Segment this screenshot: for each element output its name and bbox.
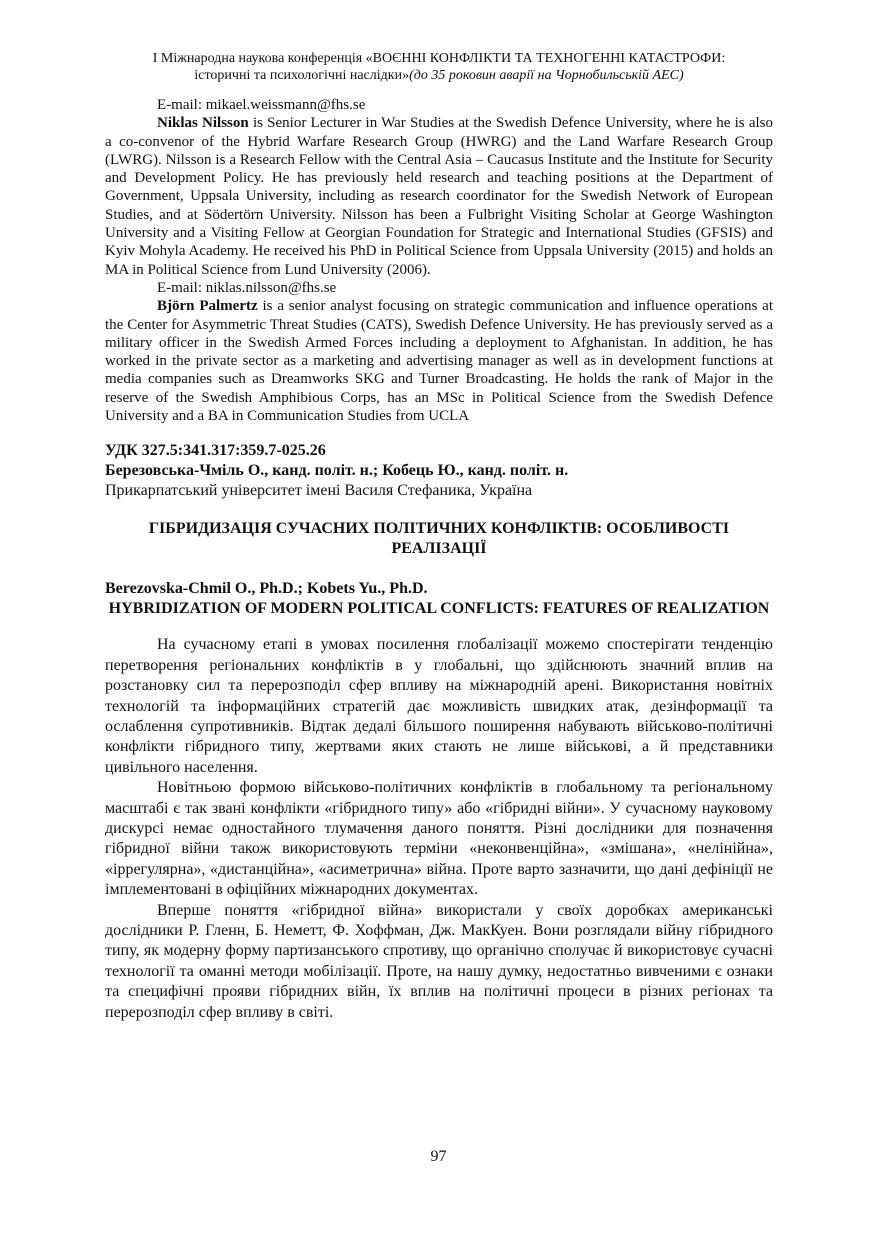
bio-nilsson-text: is Senior Lecturer in War Studies at the Swedish Defence University, where he is also a co-convenor of the Hybrid Warfare Research Group (HWRG) and the Land Warfare Research Group (LWRG). Nilsson is a Research Fellow with the Central Asia – Caucasus Institute and the Institute for Security and Development Policy. He has previously held research and teaching positions at the Department of Government, Uppsala University, including as research coordinator for the Swedish Network of European Studies, and at Södertörn University. Nilsson has been a Fulbright Visiting Scholar at George Washington University and a Visiting Fellow at Georgian Foundation for Strategic and International Studies (GFSIS) and Kyiv Mohyla Academy. He received his PhD in Political Science from Uppsala University (2015) and holds an MA in Political Science from Lund University (2006). [105, 115, 773, 278]
authors-english: Berezovska-Chmil O., Ph.D.; Kobets Yu., Ph.D. [105, 580, 428, 598]
bio-nilsson [105, 114, 773, 279]
affiliation: Прикарпатський університет імені Василя Стефаника, Україна [105, 482, 533, 500]
body-paragraph: Новітньою формою військово-політичних конфліктів в глобальному та регіональному масштабі є так звані конфлікти «гібридного типу» або «гібридні війни». У сучасному науковому дискурсі немає одностайного тлумачення даного поняття. Різні дослідники для позначення гібридної війни також використовують терміни «неконвенційна», «змішана», «нелінійна», «іррегулярна», «дистанційна», «асиметрична» війна. Проте варто зазначити, що дані дефініції не імплементовані в офіційних міжнародних документах. [105, 779, 773, 899]
bio-nilsson-name: Niklas Nilsson [157, 115, 249, 132]
article-title-ukrainian: ГІБРИДИЗАЦІЯ СУЧАСНИХ ПОЛІТИЧНИХ КОНФЛІКТІВ: ОСОБЛИВОСТІ РЕАЛІЗАЦІЇ [148, 520, 730, 558]
bio-palmertz-name: Björn Palmertz [157, 298, 258, 315]
article-title-english: HYBRIDIZATION OF MODERN POLITICAL CONFLICTS: FEATURES OF REALIZATION [108, 600, 770, 618]
bio-palmertz-text: is a senior analyst focusing on strategic communication and influence operations at the Center for Asymmetric Threat Studies (CATS), Swedish Defence University. He has previously served as a military officer in the Swedish Armed Forces including a deployment to Afghanistan. In addition, he has worked in the private sector as a marketing and advertising manager as well as in development functions at media companies such as Dreamworks SKG and Turner Broadcasting. He holds the rank of Major in the reserve of the Swedish Amphibious Corps, has an MSc in Political Science from the Swedish Defence University and a BA in Communication Studies from UCLA [105, 298, 774, 425]
page-content [105, 50, 773, 1023]
header-line-2-italic: (до 35 роковин аварії на Чорнобильській АЕС) [409, 68, 684, 83]
page-number: 97 [430, 1148, 447, 1165]
body-paragraph: На сучасному етапі в умовах посилення глобалізації можемо спостерігати тенденцію перетворення регіональних конфліктів в у глобальні, що здійснюють значний вплив на розстановку сил та перерозподіл сфер впливу на міжнародній арені. Використання новітніх технологій та інформаційних стратегій дає можливість швидких атак, дезінформації та ослаблення супротивників. Відтак дедалі більшого поширення набувають військово-політичні конфлікти гібридного типу, жертвами яких стають не лише військові, а й представники цивільного населення. [105, 636, 773, 776]
authors-ukrainian: Березовська-Чміль О., канд. політ. н.; Кобець Ю., канд. політ. н. [105, 462, 569, 480]
udk-code: УДК 327.5:341.317:359.7-025.26 [105, 442, 326, 460]
bio-email-nilsson: E-mail: niklas.nilsson@fhs.se [157, 279, 337, 296]
header-line-2-plain: історичні та психологічні наслідки» [194, 68, 410, 83]
header-line-1: I Міжнародна наукова конференція «ВОЄННІ КОНФЛІКТИ ТА ТЕХНОГЕННІ КАТАСТРОФИ: [152, 51, 726, 66]
bio-email-weissmann: E-mail: mikael.weissmann@fhs.se [157, 97, 366, 113]
bio-palmertz [105, 297, 773, 425]
header-line-2 [105, 67, 773, 84]
body-paragraph: Вперше поняття «гібридної війна» використали у своїх доробках американські дослідники Р. Гленн, Б. Неметт, Ф. Хоффман, Дж. МакКуен. Вони розглядали війну гібридного типу, як модерну форму партизанського спротиву, що органічно сполучає й використовує сучасні технології та оманні методи мобілізації. Проте, на нашу думку, недостатньо вивченими є ознаки та специфічні прояви гібридних війн, їх вплив на політичні процеси в різних регіонах та перерозподіл сфер впливу в світі. [105, 901, 773, 1021]
running-header [105, 50, 773, 84]
